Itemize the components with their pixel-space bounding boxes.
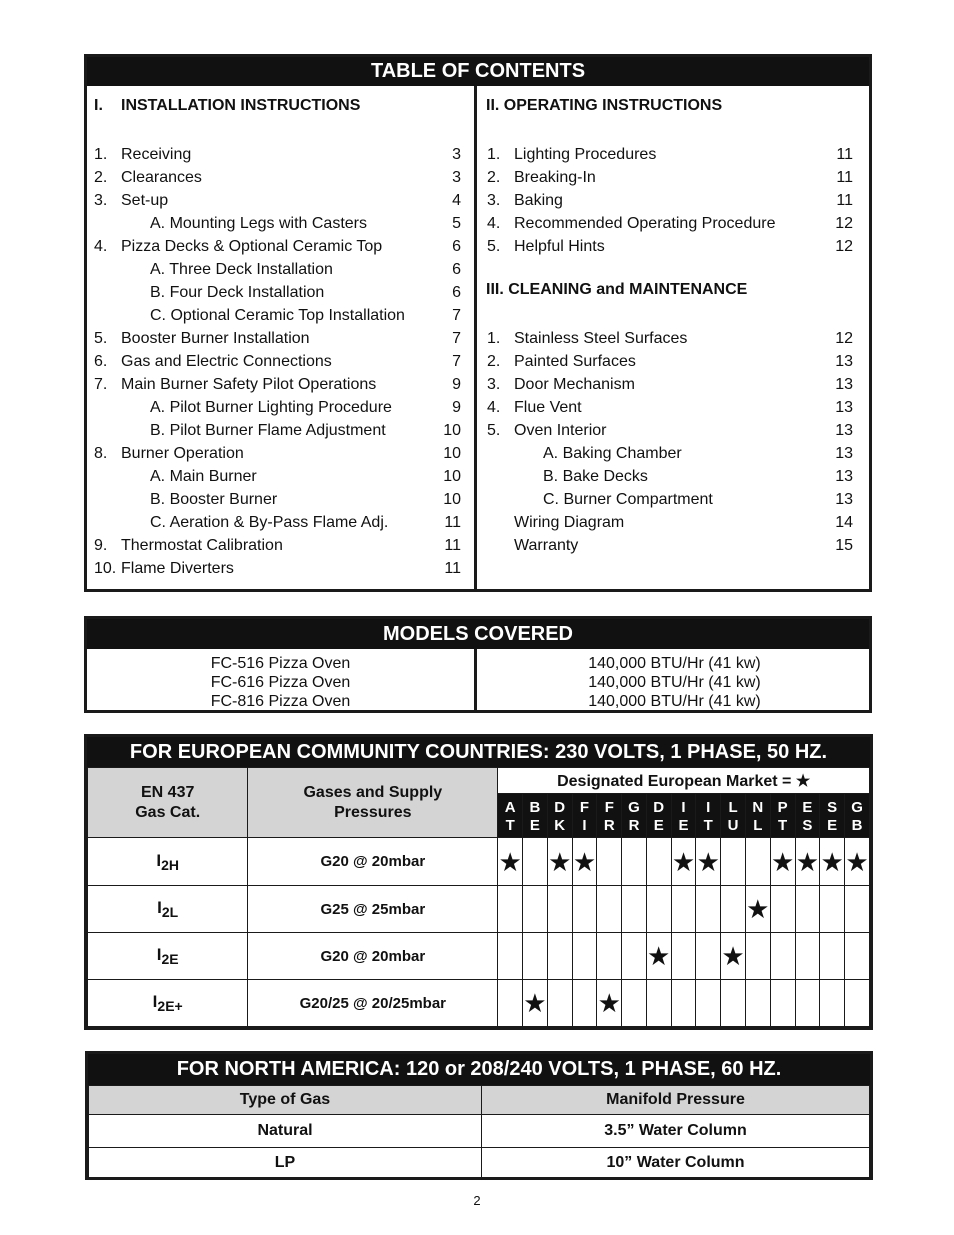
- market-empty-cell: [795, 886, 820, 933]
- market-empty-cell: [795, 980, 820, 1027]
- toc-entry-title: Helpful Hints: [514, 238, 605, 255]
- toc-entry: [94, 534, 461, 557]
- toc-entry-page: 11: [444, 560, 461, 577]
- market-code-line: R: [603, 816, 615, 834]
- market-empty-cell: [597, 933, 622, 980]
- market-empty-cell: [523, 886, 548, 933]
- market-code-line: E: [678, 816, 689, 834]
- toc-entry-title: A. Mounting Legs with Casters: [150, 215, 367, 232]
- gas-category-subscript: 2E+: [157, 998, 183, 1014]
- market-empty-cell: [622, 933, 647, 980]
- market-empty-cell: [547, 886, 572, 933]
- toc-entry-page: 11: [836, 169, 853, 186]
- gas-pressure-cell: G20 @ 20mbar: [248, 838, 498, 886]
- manifold-pressure-header: Manifold Pressure: [482, 1086, 870, 1115]
- toc-entry-page: 12: [835, 238, 853, 255]
- toc-entry-title: A. Pilot Burner Lighting Procedure: [150, 399, 392, 416]
- toc-entry-page: 13: [835, 468, 853, 485]
- market-star-icon: ★: [745, 886, 770, 933]
- section-title: INSTALLATION INSTRUCTIONS: [121, 97, 361, 114]
- toc-entry: [94, 327, 461, 350]
- toc-entry-page: 13: [835, 491, 853, 508]
- toc-entry-number: 1.: [487, 330, 501, 347]
- market-empty-cell: [671, 933, 696, 980]
- toc-entry-page: 13: [835, 353, 853, 370]
- toc-entry: [487, 534, 853, 557]
- market-code-be: [523, 794, 548, 838]
- na-title: FOR NORTH AMERICA: 120 or 208/240 VOLTS, 1 PHASE, 60 HZ.: [88, 1054, 870, 1085]
- market-code-line: T: [505, 816, 515, 834]
- toc-entry: [94, 304, 461, 327]
- market-empty-cell: [770, 886, 795, 933]
- market-star-icon: ★: [572, 838, 597, 886]
- toc-entry-number: 2.: [94, 169, 108, 186]
- toc-entry-page: 11: [836, 146, 853, 163]
- market-empty-cell: [845, 886, 870, 933]
- toc-entry: [487, 419, 853, 442]
- toc-entry-title: Wiring Diagram: [514, 514, 625, 531]
- toc-entry: [94, 419, 461, 442]
- market-star-icon: ★: [770, 838, 795, 886]
- toc-entry-title: Clearances: [121, 169, 202, 186]
- eu-table: [87, 767, 870, 1027]
- model-rating: 140,000 BTU/Hr (41 kw): [588, 655, 761, 672]
- toc-entry-title: Lighting Procedures: [514, 146, 657, 163]
- market-code-lu: [721, 794, 746, 838]
- european-gas-table: [84, 734, 873, 1030]
- toc-entry-number: 2.: [487, 353, 501, 370]
- market-empty-cell: [671, 886, 696, 933]
- market-code-se: [820, 794, 845, 838]
- market-code-dk: [547, 794, 572, 838]
- market-code-line: P: [777, 798, 788, 816]
- gas-pressure-cell: G20/25 @ 20/25mbar: [248, 980, 498, 1027]
- toc-entry: [94, 143, 461, 166]
- toc-entry-number: 4.: [487, 215, 501, 232]
- toc-entry: [94, 281, 461, 304]
- model-rating: 140,000 BTU/Hr (41 kw): [588, 674, 761, 691]
- toc-entry-page: 15: [835, 537, 853, 554]
- gas-pressure-cell: G20 @ 20mbar: [248, 933, 498, 980]
- market-empty-cell: [547, 980, 572, 1027]
- toc-entry-title: Pizza Decks & Optional Ceramic Top: [121, 238, 383, 255]
- toc-entry-number: 6.: [94, 353, 108, 370]
- market-code-line: T: [703, 816, 713, 834]
- toc-entry-title: B. Bake Decks: [543, 468, 648, 485]
- market-star-icon: ★: [597, 980, 622, 1027]
- market-code-line: E: [653, 816, 664, 834]
- toc-left-column: [87, 86, 477, 589]
- model-name: FC-616 Pizza Oven: [210, 674, 351, 691]
- models-covered: [84, 616, 872, 713]
- market-empty-cell: [646, 980, 671, 1027]
- gas-category-cell: [88, 933, 248, 980]
- toc-entry-title: Oven Interior: [514, 422, 607, 439]
- na-table: [88, 1085, 870, 1179]
- gas-category-subscript: 2L: [161, 904, 179, 920]
- market-code-line: E: [529, 816, 540, 834]
- market-star-icon: ★: [671, 838, 696, 886]
- toc-entry: [94, 189, 461, 212]
- market-star-icon: ★: [646, 933, 671, 980]
- section-number: I.: [94, 97, 103, 114]
- market-empty-cell: [696, 933, 721, 980]
- market-code-nl: [745, 794, 770, 838]
- north-america-gas-table: [85, 1051, 873, 1180]
- toc-entry: [487, 189, 853, 212]
- toc-entry: [487, 511, 853, 534]
- gas-category-subscript: 2H: [161, 856, 180, 873]
- model-rating: 140,000 BTU/Hr (41 kw): [588, 693, 761, 710]
- toc-entry: [487, 212, 853, 235]
- model-names: [87, 649, 477, 710]
- toc-entry-number: 2.: [487, 169, 501, 186]
- toc-entry-number: 1.: [94, 146, 108, 163]
- market-code-line: D: [554, 798, 566, 816]
- market-code-line: E: [802, 798, 813, 816]
- toc-entry-title: A. Main Burner: [150, 468, 257, 485]
- gas-type-cell: LP: [89, 1148, 482, 1179]
- eu-title: FOR EUROPEAN COMMUNITY COUNTRIES: 230 VOLTS, 1 PHASE, 50 HZ.: [87, 737, 870, 767]
- gas-category-row: [88, 838, 870, 886]
- market-empty-cell: [572, 980, 597, 1027]
- toc-entry: [94, 396, 461, 419]
- toc-entry-title: Receiving: [121, 146, 192, 163]
- market-code-at: [498, 794, 523, 838]
- toc-entry: [487, 350, 853, 373]
- gas-category-subscript: 2E: [161, 951, 179, 967]
- market-empty-cell: [646, 886, 671, 933]
- toc-entry-page: 7: [452, 330, 461, 347]
- market-star-icon: ★: [696, 838, 721, 886]
- gas-type-cell: Natural: [89, 1115, 482, 1148]
- table-of-contents: [84, 54, 872, 592]
- toc-entry: [94, 557, 461, 580]
- market-code-line: F: [604, 798, 614, 816]
- toc-section-installation: [94, 97, 361, 115]
- toc-entry-number: 5.: [94, 330, 108, 347]
- market-star-icon: ★: [795, 838, 820, 886]
- gas-pressure-cell: G25 @ 25mbar: [248, 886, 498, 933]
- market-code-line: I: [706, 798, 711, 816]
- toc-entry-page: 13: [835, 399, 853, 416]
- toc-title: TABLE OF CONTENTS: [87, 57, 869, 86]
- market-code-line: S: [827, 798, 838, 816]
- gas-category-cell: [88, 838, 248, 886]
- toc-entry-title: A. Three Deck Installation: [150, 261, 333, 278]
- market-code-line: D: [653, 798, 665, 816]
- market-empty-cell: [845, 933, 870, 980]
- market-star-icon: ★: [523, 980, 548, 1027]
- market-empty-cell: [696, 980, 721, 1027]
- toc-entry-title: B. Booster Burner: [150, 491, 278, 508]
- toc-entry-page: 4: [452, 192, 461, 209]
- market-code-line: B: [851, 816, 863, 834]
- toc-entry-number: 7.: [94, 376, 108, 393]
- toc-entry-page: 7: [452, 353, 461, 370]
- toc-entry: [94, 373, 461, 396]
- toc-entry-page: 12: [835, 330, 853, 347]
- toc-entry: [487, 396, 853, 419]
- market-empty-cell: [696, 886, 721, 933]
- toc-entry: [94, 488, 461, 511]
- toc-entry-title: Flame Diverters: [121, 560, 234, 577]
- market-star-icon: ★: [498, 838, 523, 886]
- toc-entry-page: 11: [444, 537, 461, 554]
- toc-entry-page: 6: [452, 261, 461, 278]
- toc-entry-number: 3.: [94, 192, 108, 209]
- market-empty-cell: [770, 980, 795, 1027]
- toc-entry-title: Thermostat Calibration: [121, 537, 283, 554]
- gas-category: I: [156, 945, 162, 964]
- market-code-ie: [671, 794, 696, 838]
- market-empty-cell: [721, 980, 746, 1027]
- gas-category-row: [88, 933, 870, 980]
- market-code-line: S: [802, 816, 813, 834]
- toc-entry-title: Warranty: [514, 537, 579, 554]
- market-empty-cell: [498, 886, 523, 933]
- toc-entry-title: Gas and Electric Connections: [121, 353, 332, 370]
- market-star-icon: ★: [845, 838, 870, 886]
- toc-entry-page: 10: [443, 468, 461, 485]
- toc-entry-number: 4.: [487, 399, 501, 416]
- toc-entry-number: 9.: [94, 537, 108, 554]
- market-empty-cell: [523, 838, 548, 886]
- market-empty-cell: [770, 933, 795, 980]
- toc-entry-page: 7: [452, 307, 461, 324]
- toc-entry-title: Flue Vent: [514, 399, 582, 416]
- model-name: FC-516 Pizza Oven: [210, 655, 351, 672]
- market-empty-cell: [820, 933, 845, 980]
- market-code-gr: [622, 794, 647, 838]
- model-name: FC-816 Pizza Oven: [210, 693, 351, 710]
- toc-entry: [487, 143, 853, 166]
- toc-entry: [94, 258, 461, 281]
- toc-entry-title: Door Mechanism: [514, 376, 635, 393]
- market-code-es: [795, 794, 820, 838]
- toc-entry-page: 9: [452, 376, 461, 393]
- toc-entry-page: 10: [443, 445, 461, 462]
- market-code-line: L: [753, 816, 763, 834]
- toc-entry-title: B. Pilot Burner Flame Adjustment: [150, 422, 386, 439]
- pressure-cell: 3.5” Water Column: [482, 1115, 870, 1148]
- market-star-icon: ★: [547, 838, 572, 886]
- market-code-fr: [597, 794, 622, 838]
- market-code-gb: [845, 794, 870, 838]
- toc-entry: [487, 373, 853, 396]
- market-empty-cell: [721, 838, 746, 886]
- type-of-gas-header: Type of Gas: [89, 1086, 482, 1115]
- market-empty-cell: [845, 980, 870, 1027]
- market-code-it: [696, 794, 721, 838]
- gas-category: I: [152, 992, 158, 1011]
- toc-entry-number: 8.: [94, 445, 108, 462]
- toc-entry-page: 13: [835, 422, 853, 439]
- model-ratings: [480, 649, 869, 710]
- toc-entry-page: 10: [443, 491, 461, 508]
- toc-entry-title: Painted Surfaces: [514, 353, 636, 370]
- toc-entry-page: 3: [452, 146, 461, 163]
- toc-entry: [487, 327, 853, 350]
- toc-entry: [94, 511, 461, 534]
- market-code-line: A: [504, 798, 516, 816]
- toc-entry-title: Stainless Steel Surfaces: [514, 330, 688, 347]
- toc-entry: [487, 442, 853, 465]
- market-star-icon: ★: [721, 933, 746, 980]
- toc-entry-title: C. Aeration & By-Pass Flame Adj.: [150, 514, 389, 531]
- toc-entry: [487, 235, 853, 258]
- market-empty-cell: [671, 980, 696, 1027]
- toc-entry: [487, 488, 853, 511]
- toc-entry-title: C. Burner Compartment: [543, 491, 713, 508]
- market-empty-cell: [572, 933, 597, 980]
- toc-entry-page: 11: [444, 514, 461, 531]
- toc-entry-page: 5: [452, 215, 461, 232]
- toc-entry-page: 11: [836, 192, 853, 209]
- toc-section-cleaning: III. CLEANING and MAINTENANCE: [486, 281, 748, 298]
- market-empty-cell: [721, 886, 746, 933]
- toc-entry-page: 12: [835, 215, 853, 232]
- market-empty-cell: [820, 886, 845, 933]
- market-code-line: E: [827, 816, 838, 834]
- pressure-cell: 10” Water Column: [482, 1148, 870, 1179]
- market-code-line: N: [752, 798, 764, 816]
- market-star-icon: ★: [820, 838, 845, 886]
- toc-entry: [487, 166, 853, 189]
- toc-entry-number: 5.: [487, 422, 501, 439]
- toc-entry-page: 6: [452, 238, 461, 255]
- gas-category: I: [156, 850, 162, 870]
- market-empty-cell: [622, 980, 647, 1027]
- market-code-line: G: [851, 798, 863, 816]
- models-title: MODELS COVERED: [87, 619, 869, 649]
- toc-entry-page: 9: [452, 399, 461, 416]
- toc-entry-title: Recommended Operating Procedure: [514, 215, 776, 232]
- market-empty-cell: [547, 933, 572, 980]
- market-empty-cell: [646, 838, 671, 886]
- gas-pressure-header: Gases and Supply Pressures: [248, 768, 498, 838]
- page-number: 2: [473, 1193, 481, 1208]
- toc-entry-number: 5.: [487, 238, 501, 255]
- market-code-line: F: [579, 798, 590, 816]
- market-code-de: [646, 794, 671, 838]
- toc-entry-title: Booster Burner Installation: [121, 330, 310, 347]
- toc-entry-page: 3: [452, 169, 461, 186]
- toc-entry-title: Main Burner Safety Pilot Operations: [121, 376, 377, 393]
- toc-entry-title: Breaking-In: [514, 169, 596, 186]
- market-code-pt: [770, 794, 795, 838]
- toc-entry: [94, 166, 461, 189]
- market-code-line: L: [728, 798, 738, 816]
- market-empty-cell: [523, 933, 548, 980]
- toc-entry: [94, 235, 461, 258]
- market-empty-cell: [498, 933, 523, 980]
- market-code-line: I: [681, 798, 686, 816]
- toc-entry-title: Set-up: [121, 192, 169, 209]
- market-empty-cell: [820, 980, 845, 1027]
- gas-category: I: [157, 898, 162, 917]
- toc-entry-title: A. Baking Chamber: [543, 445, 682, 462]
- market-empty-cell: [498, 980, 523, 1027]
- market-code-line: U: [727, 816, 739, 834]
- market-code-line: T: [778, 816, 788, 834]
- market-empty-cell: [597, 886, 622, 933]
- market-empty-cell: [745, 980, 770, 1027]
- market-empty-cell: [795, 933, 820, 980]
- toc-entry: [94, 212, 461, 235]
- market-code-line: I: [582, 816, 587, 834]
- toc-entry-title: Burner Operation: [121, 445, 244, 462]
- toc-entry-page: 13: [835, 376, 853, 393]
- market-empty-cell: [745, 933, 770, 980]
- toc-entry-page: 6: [452, 284, 461, 301]
- market-empty-cell: [745, 838, 770, 886]
- toc-entry-number: 3.: [487, 376, 501, 393]
- toc-entry-page: 10: [443, 422, 461, 439]
- toc-entry-title: Baking: [514, 192, 563, 209]
- toc-entry: [94, 350, 461, 373]
- market-empty-cell: [597, 838, 622, 886]
- market-code-line: G: [628, 798, 640, 816]
- toc-entry: [94, 442, 461, 465]
- designated-market-header: Designated European Market = ★: [498, 768, 870, 794]
- market-code-fi: [572, 794, 597, 838]
- market-code-line: K: [554, 816, 566, 834]
- toc-section-operating: II. OPERATING INSTRUCTIONS: [486, 97, 723, 114]
- gas-category-row: [88, 886, 870, 933]
- toc-entry-number: 3.: [487, 192, 501, 209]
- market-empty-cell: [622, 838, 647, 886]
- toc-entry-title: B. Four Deck Installation: [150, 284, 325, 301]
- market-code-line: R: [628, 816, 640, 834]
- toc-right-column: [480, 86, 869, 589]
- toc-entry-number: 4.: [94, 238, 108, 255]
- market-empty-cell: [572, 886, 597, 933]
- toc-entry-page: 13: [835, 445, 853, 462]
- gas-category-cell: [88, 886, 248, 933]
- toc-entry-number: 1.: [487, 146, 501, 163]
- market-code-line: B: [529, 798, 541, 816]
- gas-category-cell: [88, 980, 248, 1027]
- toc-entry-title: C. Optional Ceramic Top Installation: [150, 307, 405, 324]
- gas-category-header: EN 437 Gas Cat.: [88, 768, 248, 838]
- toc-entry-page: 14: [835, 514, 853, 531]
- market-empty-cell: [622, 886, 647, 933]
- toc-entry: [487, 465, 853, 488]
- gas-category-row: [88, 980, 870, 1027]
- toc-entry: [94, 465, 461, 488]
- toc-entry-number: 10.: [94, 560, 117, 577]
